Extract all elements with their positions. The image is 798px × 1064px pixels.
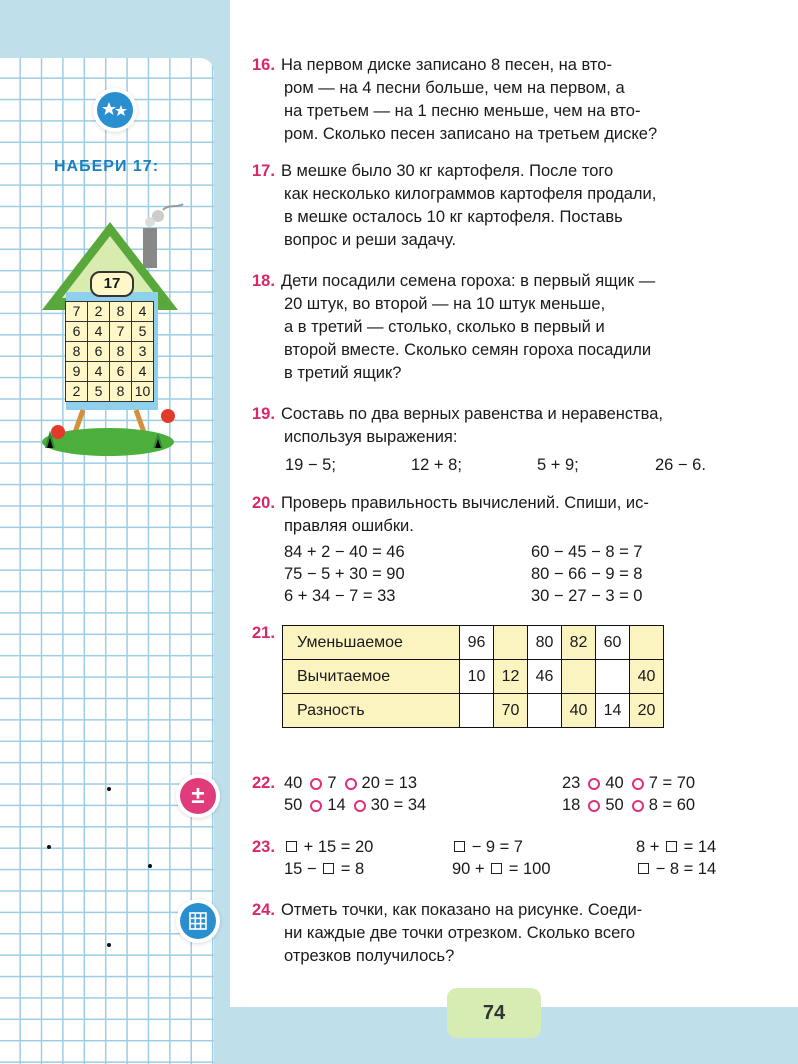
house-grid [66, 302, 158, 402]
operator-circle-icon [310, 778, 322, 790]
house-grid-cell: 3 [131, 341, 154, 362]
table-cell: 46 [528, 660, 562, 694]
table-cell: 12 [494, 660, 528, 694]
task-line: 20 штук, во второй — на 10 штук меньше, [284, 295, 606, 313]
task-line: ром — на 4 песни больше, чем на первом, а [284, 79, 625, 97]
house-grid-cell: 5 [87, 381, 110, 402]
task-line: Отметь точки, как показано на рисунке. Соеди- [280, 901, 643, 919]
task-line: ни каждые две точки отрезком. Сколько всего [284, 924, 636, 942]
empty-box-icon [666, 841, 677, 852]
expression: + 15 = 20 [284, 836, 373, 858]
house-grid-cell: 5 [131, 321, 154, 342]
house-grid-cell: 6 [65, 321, 88, 342]
expression: 90 + = 100 [452, 860, 551, 878]
task-24 [252, 899, 750, 968]
table-cell: 82 [562, 626, 596, 660]
operator-circle-icon [632, 800, 644, 812]
task-line: В мешке было 30 кг картофеля. После того [280, 162, 614, 180]
empty-box-icon [491, 863, 502, 874]
row-label: Уменьшаемое [283, 626, 460, 660]
expression: 18 50 8 = 60 [562, 796, 696, 814]
house-grid-cell: 10 [131, 381, 154, 402]
grid-point [47, 845, 51, 849]
task-number: 23. [252, 838, 275, 856]
house-grid-cell: 9 [65, 361, 88, 382]
table-cell [596, 660, 630, 694]
table-cell: 40 [562, 694, 596, 728]
task-number: 16. [252, 56, 275, 74]
empty-box-icon [454, 841, 465, 852]
task-line: используя выражения: [284, 428, 458, 446]
equation: 84 + 2 − 40 = 46 [284, 543, 405, 561]
row-label: Вычитаемое [283, 660, 460, 694]
grid-icon [180, 903, 216, 939]
empty-box-icon [638, 863, 649, 874]
task-number: 20. [252, 494, 275, 512]
equation: 30 − 27 − 3 = 0 [531, 587, 643, 605]
house-roof-number: 17 [90, 271, 134, 297]
table-cell: 80 [528, 626, 562, 660]
expression: 50 14 30 = 34 [284, 796, 427, 814]
expression: 40 7 20 = 13 [284, 774, 418, 792]
operator-circle-icon [588, 778, 600, 790]
task-number: 18. [252, 272, 275, 290]
operator-circle-icon [354, 800, 366, 812]
task-line: в мешке осталось 10 кг картофеля. Поставь [284, 208, 623, 226]
operator-circle-icon [588, 800, 600, 812]
table-cell: 60 [596, 626, 630, 660]
table-cell [528, 694, 562, 728]
task-line: вопрос и реши задачу. [284, 231, 457, 249]
table-cell: 70 [494, 694, 528, 728]
expression: 5 + 9; [537, 456, 579, 474]
expression: 23 40 7 = 70 [562, 774, 696, 792]
task-line: правляя ошибки. [284, 517, 414, 535]
house-grid-cell: 8 [109, 341, 132, 362]
task-line: отрезков получилось? [284, 947, 455, 965]
table-cell: 96 [460, 626, 494, 660]
expression: 15 − = 8 [284, 860, 365, 878]
empty-box-icon [286, 841, 297, 852]
house-grid-cell: 8 [109, 381, 132, 402]
subtraction-table [282, 625, 664, 728]
star-badge-icon [97, 92, 133, 128]
house-grid-row [66, 382, 158, 402]
house-grid-cell: 4 [87, 321, 110, 342]
task-line: на третьем — на 1 песню меньше, чем на вто- [284, 102, 641, 120]
expression: 12 + 8; [411, 456, 462, 474]
equation: 60 − 45 − 8 = 7 [531, 543, 643, 561]
task-19 [252, 403, 750, 449]
table-cell: 10 [460, 660, 494, 694]
page-number: 74 [447, 988, 541, 1038]
operator-circle-icon [345, 778, 357, 790]
task-18 [252, 270, 750, 385]
operator-circle-icon [310, 800, 322, 812]
house-grid-cell: 6 [109, 361, 132, 382]
house-grid-row [66, 302, 158, 322]
table-row [283, 694, 664, 728]
house-grid-cell: 6 [87, 341, 110, 362]
table-row [283, 660, 664, 694]
task-line: Составь по два верных равенства и неравенства, [280, 405, 664, 423]
house-grid-cell: 7 [109, 321, 132, 342]
task-20 [252, 492, 750, 538]
equation: 75 − 5 + 30 = 90 [284, 565, 405, 583]
task-number: 24. [252, 901, 275, 919]
sidebar-heading: НАБЕРИ 17: [54, 158, 160, 175]
grid-point [148, 864, 152, 868]
task-number: 22. [252, 774, 275, 792]
task-16 [252, 54, 750, 146]
task-17 [252, 160, 750, 252]
house-grid-cell: 4 [131, 361, 154, 382]
table-cell: 40 [630, 660, 664, 694]
task-line: Дети посадили семена гороха: в первый ящик — [280, 272, 656, 290]
task-number: 19. [252, 405, 275, 423]
house-grid-cell: 4 [131, 301, 154, 322]
house-grid-cell: 2 [87, 301, 110, 322]
expression: 8 + = 14 [636, 838, 717, 856]
table-row [283, 626, 664, 660]
row-label: Разность [283, 694, 460, 728]
task-line: в третий ящик? [284, 364, 402, 382]
table-cell [460, 694, 494, 728]
expression: 26 − 6. [655, 456, 706, 474]
grid-point [107, 943, 111, 947]
task-line: ром. Сколько песен записано на третьем диске? [284, 125, 658, 143]
task-line: второй вместе. Сколько семян гороха посадили [284, 341, 652, 359]
house-grid-row [66, 342, 158, 362]
expression: 19 − 5; [285, 456, 336, 474]
table-cell [494, 626, 528, 660]
plus-minus-icon: ± [180, 778, 216, 814]
task-line: как несколько килограммов картофеля продали, [284, 185, 657, 203]
task-line: На первом диске записано 8 песен, на вто- [280, 56, 612, 74]
house-grid-cell: 8 [109, 301, 132, 322]
task-line: а в третий — столько, сколько в первый и [284, 318, 605, 336]
equation: 80 − 66 − 9 = 8 [531, 565, 643, 583]
house-grid-cell: 8 [65, 341, 88, 362]
house-grid-row [66, 322, 158, 342]
task-number: 17. [252, 162, 275, 180]
table-cell [630, 626, 664, 660]
house-grid-row [66, 362, 158, 382]
house-grid-cell: 2 [65, 381, 88, 402]
house-grid-cell: 4 [87, 361, 110, 382]
task-number: 21. [252, 624, 275, 642]
expression: − 9 = 7 [452, 836, 523, 858]
equation: 6 + 34 − 7 = 33 [284, 587, 396, 605]
grid-point [107, 787, 111, 791]
table-cell: 14 [596, 694, 630, 728]
house-grid-cell: 7 [65, 301, 88, 322]
task-line: Проверь правильность вычислений. Спиши, ис- [280, 494, 649, 512]
expression: − 8 = 14 [636, 858, 716, 880]
table-cell: 20 [630, 694, 664, 728]
empty-box-icon [323, 863, 334, 874]
table-cell [562, 660, 596, 694]
operator-circle-icon [632, 778, 644, 790]
